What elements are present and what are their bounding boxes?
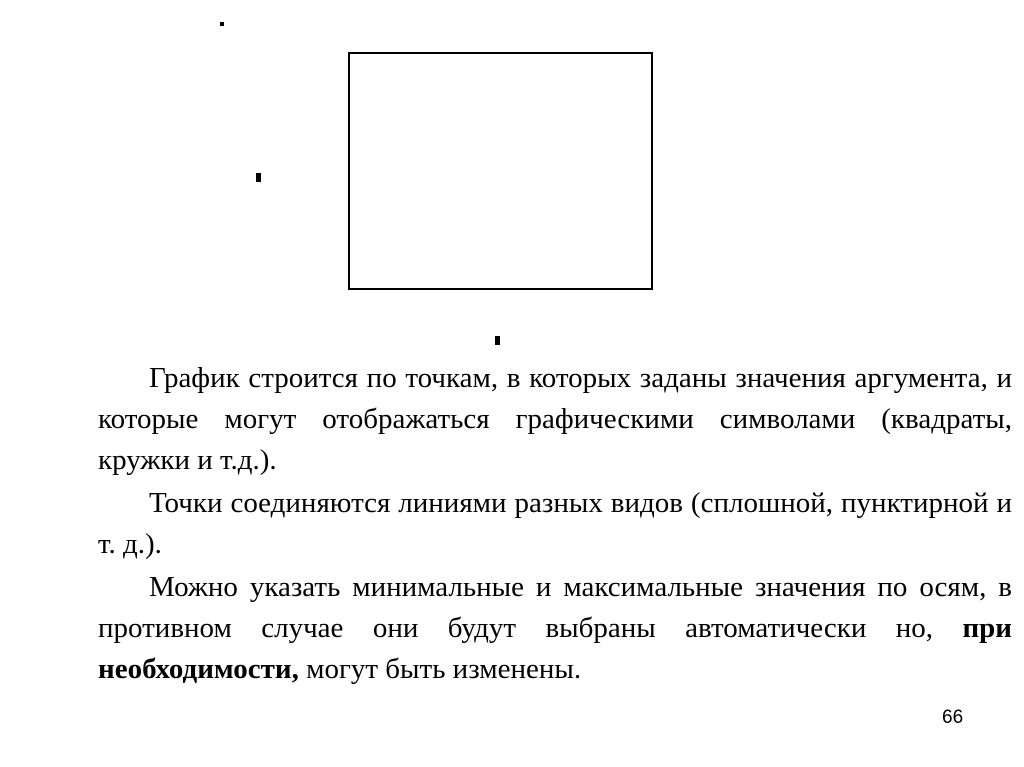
dot-marker-middle [256, 173, 261, 182]
paragraph-axis-limits [98, 567, 1012, 690]
page-number: 66 [942, 707, 964, 728]
paragraph-line-types: Точки соединяются линиями разных видов (сплошной, пунктирной и т. д.). [98, 487, 1012, 560]
empty-rectangle-frame [348, 52, 653, 290]
body-text [98, 358, 1012, 692]
axis-limits-bold-phrase: при необходимости, [98, 612, 1012, 685]
dot-marker-top [220, 22, 224, 26]
axis-limits-text-start: Можно указать минимальные и максимальные значения по осям, в противном случае они будут выбраны автоматически но, [98, 571, 1012, 644]
axis-limits-text-end: могут быть изменены. [298, 653, 582, 685]
dot-marker-bottom [495, 336, 500, 345]
paragraph-plot-points: График строится по точкам, в которых заданы значения аргумента, и которые могут отображаться графическими символами (квадраты, кружки и т.д.). [98, 362, 1012, 476]
